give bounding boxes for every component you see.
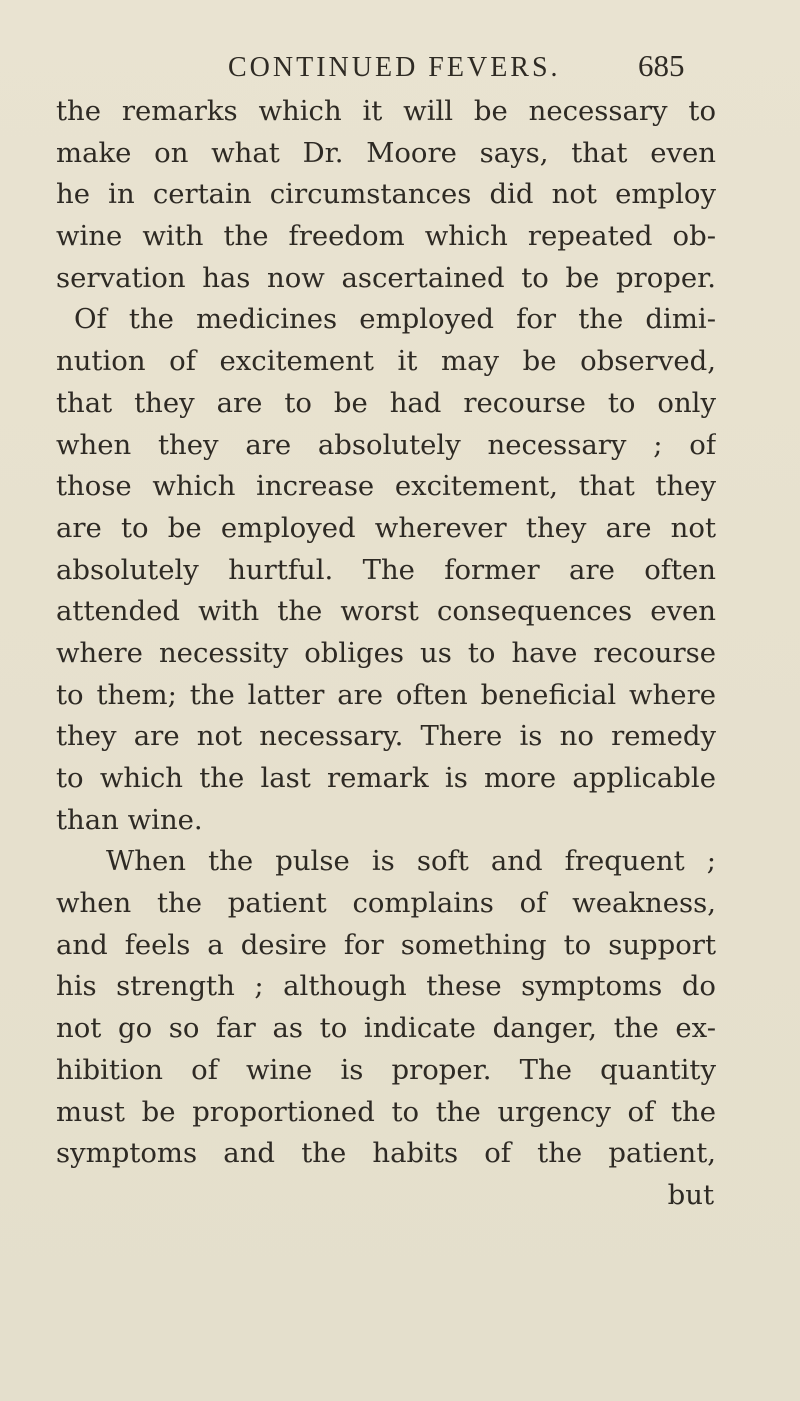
running-head	[0, 48, 800, 88]
text-line: are to be employed wherever they are not	[56, 511, 716, 544]
text-line: wine with the freedom which repeated ob-	[56, 220, 716, 253]
text-line: the remarks which it will be necessary to	[56, 95, 716, 127]
page-number: 685	[638, 48, 685, 83]
text-line: those which increase excitement, that they	[56, 470, 716, 503]
text-line: they are not necessary. There is no remedy	[56, 720, 716, 753]
text-line: must be proportioned to the urgency of the	[56, 1095, 716, 1128]
text-line: hibition of wine is proper. The quantity	[56, 1053, 716, 1086]
text-line: when they are absolutely necessary ; of	[56, 428, 716, 461]
paragraph-end-line: than wine.	[56, 803, 203, 836]
text-line: where necessity obliges us to have recourse	[56, 636, 716, 669]
text-line: absolutely hurtful. The former are often	[56, 553, 716, 586]
text-line: make on what Dr. Moore says, that even	[56, 136, 716, 169]
running-title: CONTINUED FEVERS.	[228, 52, 561, 83]
catchword: but	[667, 1178, 714, 1211]
text-line: to them; the latter are often beneficial where	[56, 678, 716, 711]
text-line: that they are to be had recourse to only	[56, 386, 716, 419]
text-line: when the patient complains of weakness,	[56, 887, 716, 920]
text-line: nution of excitement it may be observed,	[56, 345, 716, 378]
body-text	[56, 91, 716, 1217]
paragraph-start-line: When the pulse is soft and frequent ;	[106, 845, 716, 878]
text-line: not go so far as to indicate danger, the ex-	[56, 1012, 716, 1045]
text-line: to which the last remark is more applicable	[56, 762, 716, 794]
text-line: servation has now ascertained to be proper.	[56, 261, 716, 294]
text-line: attended with the worst consequences even	[56, 595, 716, 628]
paragraph-start-line: Of the medicines employed for the dimi-	[74, 303, 716, 336]
text-line: he in certain circumstances did not employ	[56, 178, 716, 211]
text-line: symptoms and the habits of the patient,	[56, 1137, 716, 1170]
text-line: his strength ; although these symptoms do	[56, 970, 716, 1003]
text-line: and feels a desire for something to support	[56, 928, 716, 961]
